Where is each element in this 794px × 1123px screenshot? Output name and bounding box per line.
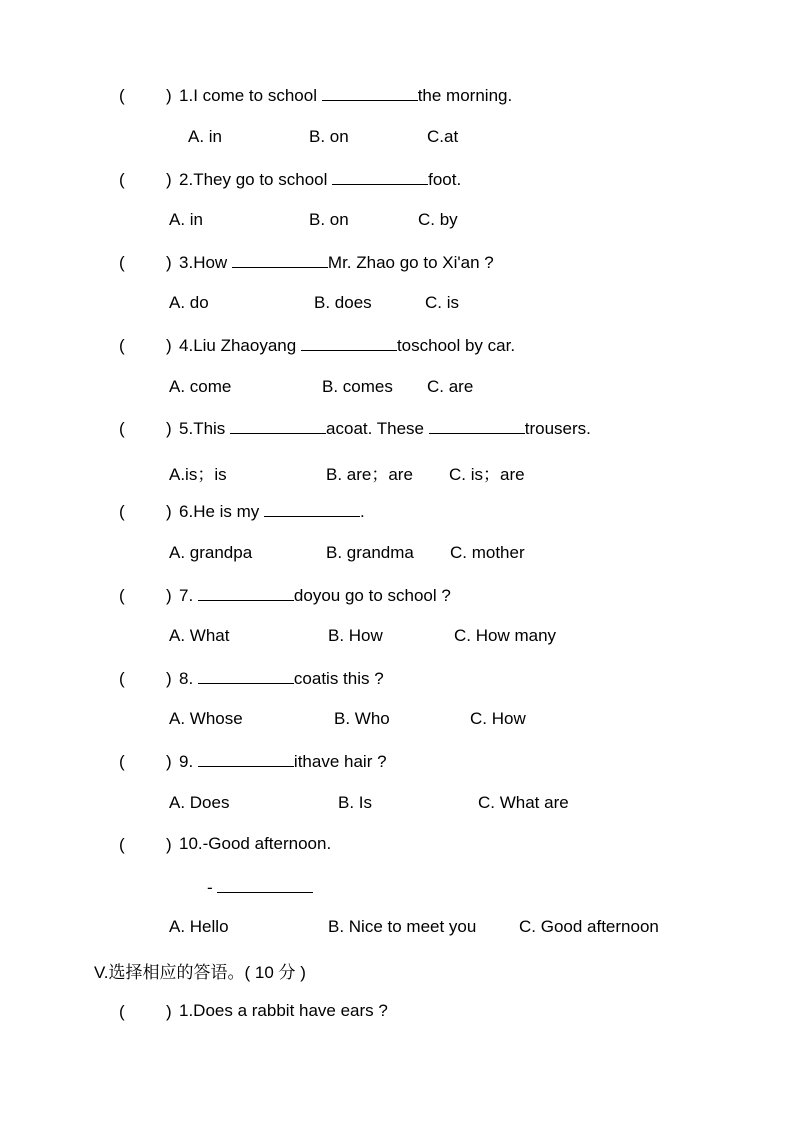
- answer-paren-open: (: [119, 586, 125, 605]
- question-number: 8.: [179, 669, 194, 688]
- question-text-post: doyou go to school ?: [293, 586, 451, 605]
- answer-paren-open: (: [119, 835, 125, 854]
- answer-paren-open: (: [119, 1002, 125, 1021]
- answer-paren-open: (: [119, 502, 125, 521]
- answer-paren-close: ): [166, 669, 172, 688]
- answer-paren-close: ): [166, 170, 172, 189]
- option-a: A. in: [188, 127, 223, 146]
- option-c: C. Good afternoon: [519, 917, 659, 936]
- question-text-post: the morning.: [417, 86, 513, 105]
- option-a: A. do: [169, 293, 209, 312]
- answer-blank[interactable]: [264, 501, 360, 517]
- question-10: [179, 834, 331, 854]
- answer-blank[interactable]: [232, 252, 328, 268]
- question-number: 4.: [179, 336, 194, 355]
- option-b: B. Is: [338, 793, 373, 812]
- option-b: B. Who: [334, 709, 390, 728]
- option-a: A. What: [169, 626, 230, 645]
- answer-blank[interactable]: [230, 418, 326, 434]
- answer-paren-close: ): [166, 835, 172, 854]
- answer-paren-open: (: [119, 336, 125, 355]
- question-1: [179, 85, 512, 106]
- answer-blank[interactable]: [198, 751, 294, 767]
- question-9: [179, 751, 387, 772]
- question-3: [179, 252, 494, 273]
- option-c: C. is；are: [449, 465, 525, 484]
- option-b: B. on: [309, 210, 349, 229]
- answer-blank[interactable]: [322, 85, 418, 101]
- answer-paren-open: (: [119, 253, 125, 272]
- answer-paren-close: ): [166, 502, 172, 521]
- section-heading: V.选择相应的答语。( 10 分 ): [94, 963, 306, 982]
- question-text-post: ithave hair ?: [293, 752, 387, 771]
- question-number: 7.: [179, 586, 194, 605]
- answer-paren-close: ): [166, 419, 172, 438]
- option-a: A. Does: [169, 793, 230, 812]
- option-c: C. How many: [454, 626, 557, 645]
- option-a: A. in: [169, 210, 204, 229]
- question-5: [179, 418, 591, 439]
- option-b: B. grandma: [326, 543, 414, 562]
- answer-paren-close: ): [166, 1002, 172, 1021]
- question-number: 9.: [179, 752, 194, 771]
- question-8: [179, 668, 384, 689]
- option-b: B. How: [328, 626, 383, 645]
- answer-blank[interactable]: [198, 585, 294, 601]
- question-text-pre: How: [193, 253, 232, 272]
- question-text-post: trousers.: [524, 419, 591, 438]
- option-b: B. on: [309, 127, 349, 146]
- option-c: C. is: [425, 293, 459, 312]
- answer-paren-open: (: [119, 170, 125, 189]
- question-text-pre: This: [193, 419, 231, 438]
- question-number: 2.: [179, 170, 194, 189]
- answer-line: [207, 877, 313, 898]
- question-7: [179, 585, 451, 606]
- option-c: C. mother: [450, 543, 525, 562]
- answer-blank[interactable]: [217, 877, 313, 893]
- question-text-mid: acoat. These: [326, 419, 429, 438]
- question-number: 10.: [179, 834, 203, 853]
- question-text-post: .: [360, 502, 365, 521]
- question-text-post: Mr. Zhao go to Xi'an ?: [327, 253, 494, 272]
- question-6: [179, 501, 365, 522]
- answer-paren-open: (: [119, 752, 125, 771]
- option-a: A. grandpa: [169, 543, 253, 562]
- question-text-pre: They go to school: [193, 170, 333, 189]
- answer-paren-open: (: [119, 86, 125, 105]
- option-c: C.at: [427, 127, 459, 146]
- option-c: C. What are: [478, 793, 569, 812]
- question-number: 6.: [179, 502, 194, 521]
- question-2: [179, 169, 461, 190]
- question-4: [179, 335, 515, 356]
- question-text-post: coatis this ?: [293, 669, 384, 688]
- answer-paren-close: ): [166, 336, 172, 355]
- question-text-pre: He is my: [193, 502, 265, 521]
- option-b: B. Nice to meet you: [328, 917, 477, 936]
- option-a: A. Whose: [169, 709, 243, 728]
- answer-paren-close: ): [166, 253, 172, 272]
- option-b: B. comes: [322, 377, 393, 396]
- option-c: C. by: [418, 210, 458, 229]
- option-c: C. How: [470, 709, 526, 728]
- question-text-post: toschool by car.: [396, 336, 516, 355]
- option-a: A. come: [169, 377, 232, 396]
- question-number: 1.: [179, 86, 194, 105]
- answer-blank[interactable]: [198, 668, 294, 684]
- answer-blank-2[interactable]: [429, 418, 525, 434]
- answer-paren-close: ): [166, 752, 172, 771]
- option-c: C. are: [427, 377, 474, 396]
- answer-paren-open: (: [119, 669, 125, 688]
- answer-paren-close: ): [166, 86, 172, 105]
- option-a: A.is；is: [169, 465, 227, 484]
- question-number: 5.: [179, 419, 194, 438]
- question-text-pre: -Good afternoon.: [202, 834, 332, 853]
- option-a: A. Hello: [169, 917, 229, 936]
- answer-dash: -: [207, 878, 218, 897]
- section5-question-1: 1.Does a rabbit have ears ?: [179, 1001, 388, 1020]
- answer-blank[interactable]: [332, 169, 428, 185]
- option-b: B. are；are: [326, 465, 413, 484]
- question-text-pre: I come to school: [193, 86, 322, 105]
- answer-paren-open: (: [119, 419, 125, 438]
- question-text-pre: Liu Zhaoyang: [193, 336, 301, 355]
- answer-paren-close: ): [166, 586, 172, 605]
- question-text-post: foot.: [428, 170, 462, 189]
- option-b: B. does: [314, 293, 372, 312]
- answer-blank[interactable]: [301, 335, 397, 351]
- question-number: 3.: [179, 253, 194, 272]
